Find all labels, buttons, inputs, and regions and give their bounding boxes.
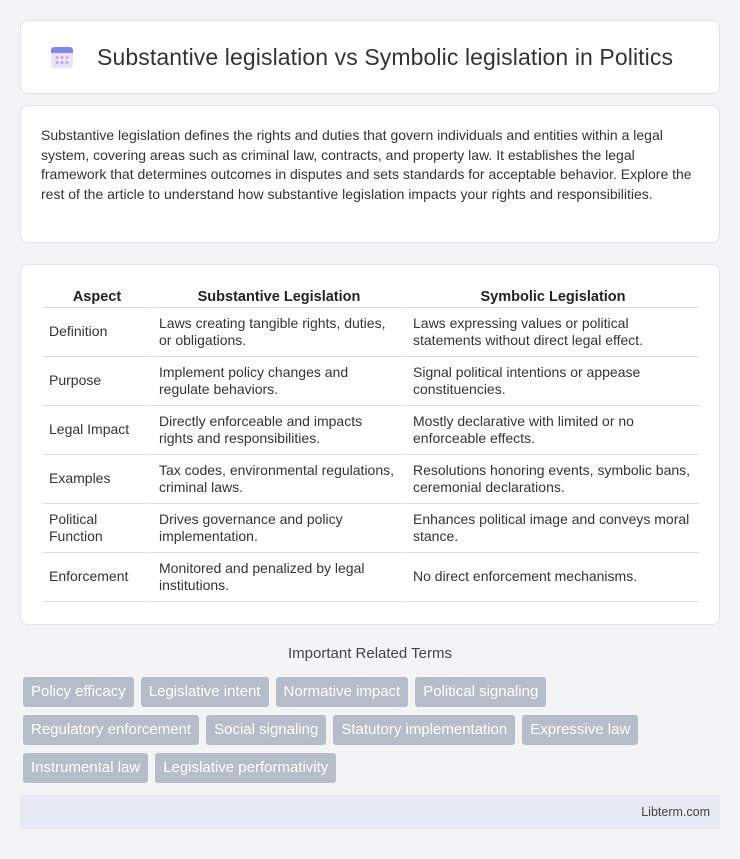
cell-symbolic: No direct enforcement mechanisms. bbox=[405, 553, 699, 602]
cell-symbolic: Signal political intentions or appease constituencies. bbox=[405, 357, 699, 406]
tag-legislative-performativity[interactable]: Legislative performativity bbox=[155, 753, 336, 783]
tag-expressive-law[interactable]: Expressive law bbox=[522, 715, 638, 745]
cell-symbolic: Mostly declarative with limited or no enforceable effects. bbox=[405, 406, 699, 455]
header-card bbox=[20, 20, 720, 94]
cell-symbolic: Laws expressing values or political statements without direct legal effect. bbox=[405, 308, 699, 357]
tag-policy-efficacy[interactable]: Policy efficacy bbox=[23, 677, 134, 707]
cell-substantive: Laws creating tangible rights, duties, or obligations. bbox=[151, 308, 405, 357]
cell-symbolic: Resolutions honoring events, symbolic bans, ceremonial declarations. bbox=[405, 455, 699, 504]
cell-substantive: Monitored and penalized by legal institutions. bbox=[151, 553, 405, 602]
table-row bbox=[43, 455, 699, 504]
cell-aspect: Enforcement bbox=[43, 553, 151, 602]
tag-political-signaling[interactable]: Political signaling bbox=[415, 677, 546, 707]
page-title: Substantive legislation vs Symbolic legislation in Politics bbox=[97, 43, 674, 70]
tag-instrumental-law[interactable]: Instrumental law bbox=[23, 753, 148, 783]
header-aspect: Aspect bbox=[43, 287, 151, 308]
footer-site-link[interactable]: Libterm.com bbox=[641, 805, 710, 819]
cell-substantive: Directly enforceable and impacts rights and responsibilities. bbox=[151, 406, 405, 455]
table-header-row bbox=[43, 287, 699, 308]
tag-statutory-implementation[interactable]: Statutory implementation bbox=[333, 715, 515, 745]
header-symbolic: Symbolic Legislation bbox=[405, 287, 699, 308]
cell-symbolic: Enhances political image and conveys moral stance. bbox=[405, 504, 699, 553]
table-row bbox=[43, 357, 699, 406]
cell-aspect: Political Function bbox=[43, 504, 151, 553]
calendar-icon bbox=[49, 44, 75, 70]
footer bbox=[20, 795, 720, 829]
table-row bbox=[43, 406, 699, 455]
table-row bbox=[43, 308, 699, 357]
header-substantive: Substantive Legislation bbox=[151, 287, 405, 308]
table-row bbox=[43, 504, 699, 553]
comparison-table-card bbox=[20, 264, 720, 625]
cell-aspect: Purpose bbox=[43, 357, 151, 406]
related-terms-title: Important Related Terms bbox=[288, 645, 452, 662]
tag-normative-impact[interactable]: Normative impact bbox=[276, 677, 409, 707]
tag-legislative-intent[interactable]: Legislative intent bbox=[141, 677, 269, 707]
table-row bbox=[43, 553, 699, 602]
cell-aspect: Definition bbox=[43, 308, 151, 357]
intro-card bbox=[20, 105, 720, 243]
related-terms-tags bbox=[23, 677, 723, 783]
tag-social-signaling[interactable]: Social signaling bbox=[206, 715, 326, 745]
tag-regulatory-enforcement[interactable]: Regulatory enforcement bbox=[23, 715, 199, 745]
cell-substantive: Tax codes, environmental regulations, criminal laws. bbox=[151, 455, 405, 504]
cell-substantive: Implement policy changes and regulate behaviors. bbox=[151, 357, 405, 406]
intro-text: Substantive legislation defines the rights and duties that govern individuals and entities within a legal system, covering areas such as criminal law, contracts, and property law. It establishes the legal framework that determines outcomes in disputes and sets standards for acceptable behavior. Explore the rest of the article to understand how substantive legislation impacts your rights and responsibilities. bbox=[41, 127, 692, 202]
comparison-table bbox=[43, 287, 699, 602]
cell-aspect: Examples bbox=[43, 455, 151, 504]
cell-aspect: Legal Impact bbox=[43, 406, 151, 455]
cell-substantive: Drives governance and policy implementation. bbox=[151, 504, 405, 553]
